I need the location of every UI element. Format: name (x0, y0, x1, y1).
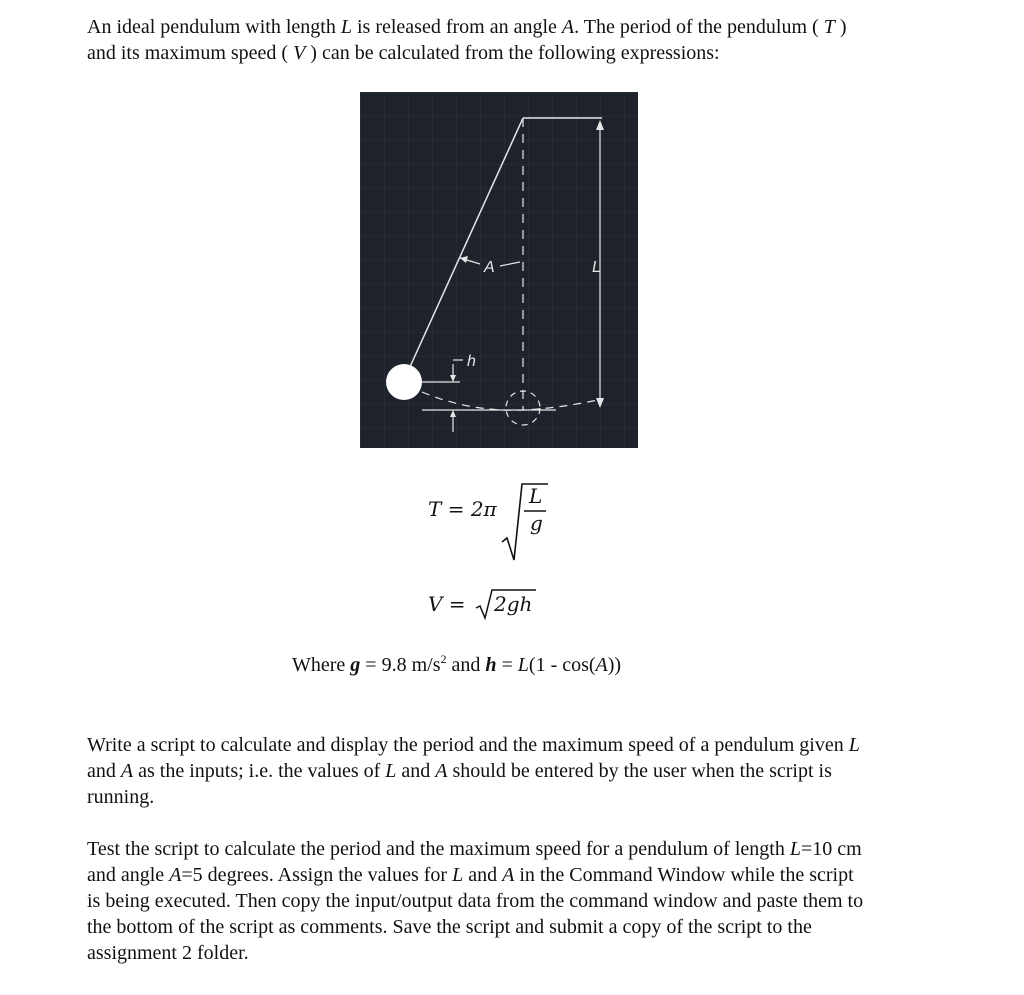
where-text: (1 - cos( (528, 654, 596, 676)
superscript-2: 2 (440, 652, 447, 666)
test-text: =5 degrees. Assign the values for (181, 864, 453, 886)
var-L: L (452, 864, 464, 886)
task-text: should be entered by the user when the script is (447, 760, 832, 782)
test-text: and angle (87, 864, 170, 886)
where-text: = (496, 654, 518, 676)
pendulum-bob (386, 364, 422, 400)
pendulum-diagram (360, 92, 638, 448)
where-text: = 9.8 m/s (360, 654, 441, 676)
where-text: and (446, 654, 486, 676)
test-text: in the Command Window while the script (514, 864, 854, 886)
equation-period-lhs: T = 2π (428, 497, 497, 521)
var-T: T (823, 16, 835, 38)
test-paragraph (87, 836, 987, 966)
label-A: A (484, 259, 495, 276)
radicand-2gh: 2gh (494, 592, 533, 616)
var-A: A (561, 16, 575, 38)
task-text: as the inputs; i.e. the values of (133, 760, 386, 782)
intro-text: ) can be calculated from the following expressions: (305, 42, 720, 64)
intro-text: is released from an angle (351, 16, 562, 38)
var-h: h (485, 654, 497, 676)
var-A: A (502, 864, 515, 886)
task-paragraph (87, 732, 987, 810)
task-text: and (87, 760, 121, 782)
var-L: L (517, 654, 529, 676)
intro-paragraph (87, 14, 987, 66)
var-A: A (435, 760, 448, 782)
var-L: L (385, 760, 397, 782)
fraction-denominator: g (530, 511, 543, 535)
var-L: L (789, 838, 801, 860)
task-text: Write a script to calculate and display the period and the maximum speed of a pendulum given (87, 734, 849, 756)
intro-text: . The period of the pendulum ( (574, 16, 824, 38)
intro-text: ) (834, 16, 847, 38)
test-text: is being executed. Then copy the input/output data from the command window and paste them to (87, 890, 864, 912)
label-L: L (592, 259, 601, 276)
task-text: and (396, 760, 436, 782)
where-definition (292, 652, 621, 678)
var-L: L (340, 16, 352, 38)
var-V: V (293, 42, 306, 64)
intro-text: An ideal pendulum with length (87, 16, 341, 38)
test-text: Test the script to calculate the period and the maximum speed for a pendulum of length (87, 838, 790, 860)
test-text: and (463, 864, 503, 886)
var-A: A (169, 864, 182, 886)
test-text: =10 cm (800, 838, 862, 860)
var-g: g (350, 654, 361, 676)
task-text: running. (87, 786, 155, 808)
where-text: Where (292, 654, 351, 676)
intro-text: and its maximum speed ( (87, 42, 294, 64)
test-text: assignment 2 folder. (87, 942, 249, 964)
where-text: )) (607, 654, 622, 676)
var-A: A (120, 760, 134, 782)
var-L: L (848, 734, 860, 756)
test-text: the bottom of the script as comments. Save the script and submit a copy of the script to the (87, 916, 812, 938)
fraction-numerator: L (529, 484, 543, 508)
label-h: h (467, 353, 476, 370)
equation-speed-lhs: V = (428, 592, 466, 616)
var-A: A (595, 654, 608, 676)
